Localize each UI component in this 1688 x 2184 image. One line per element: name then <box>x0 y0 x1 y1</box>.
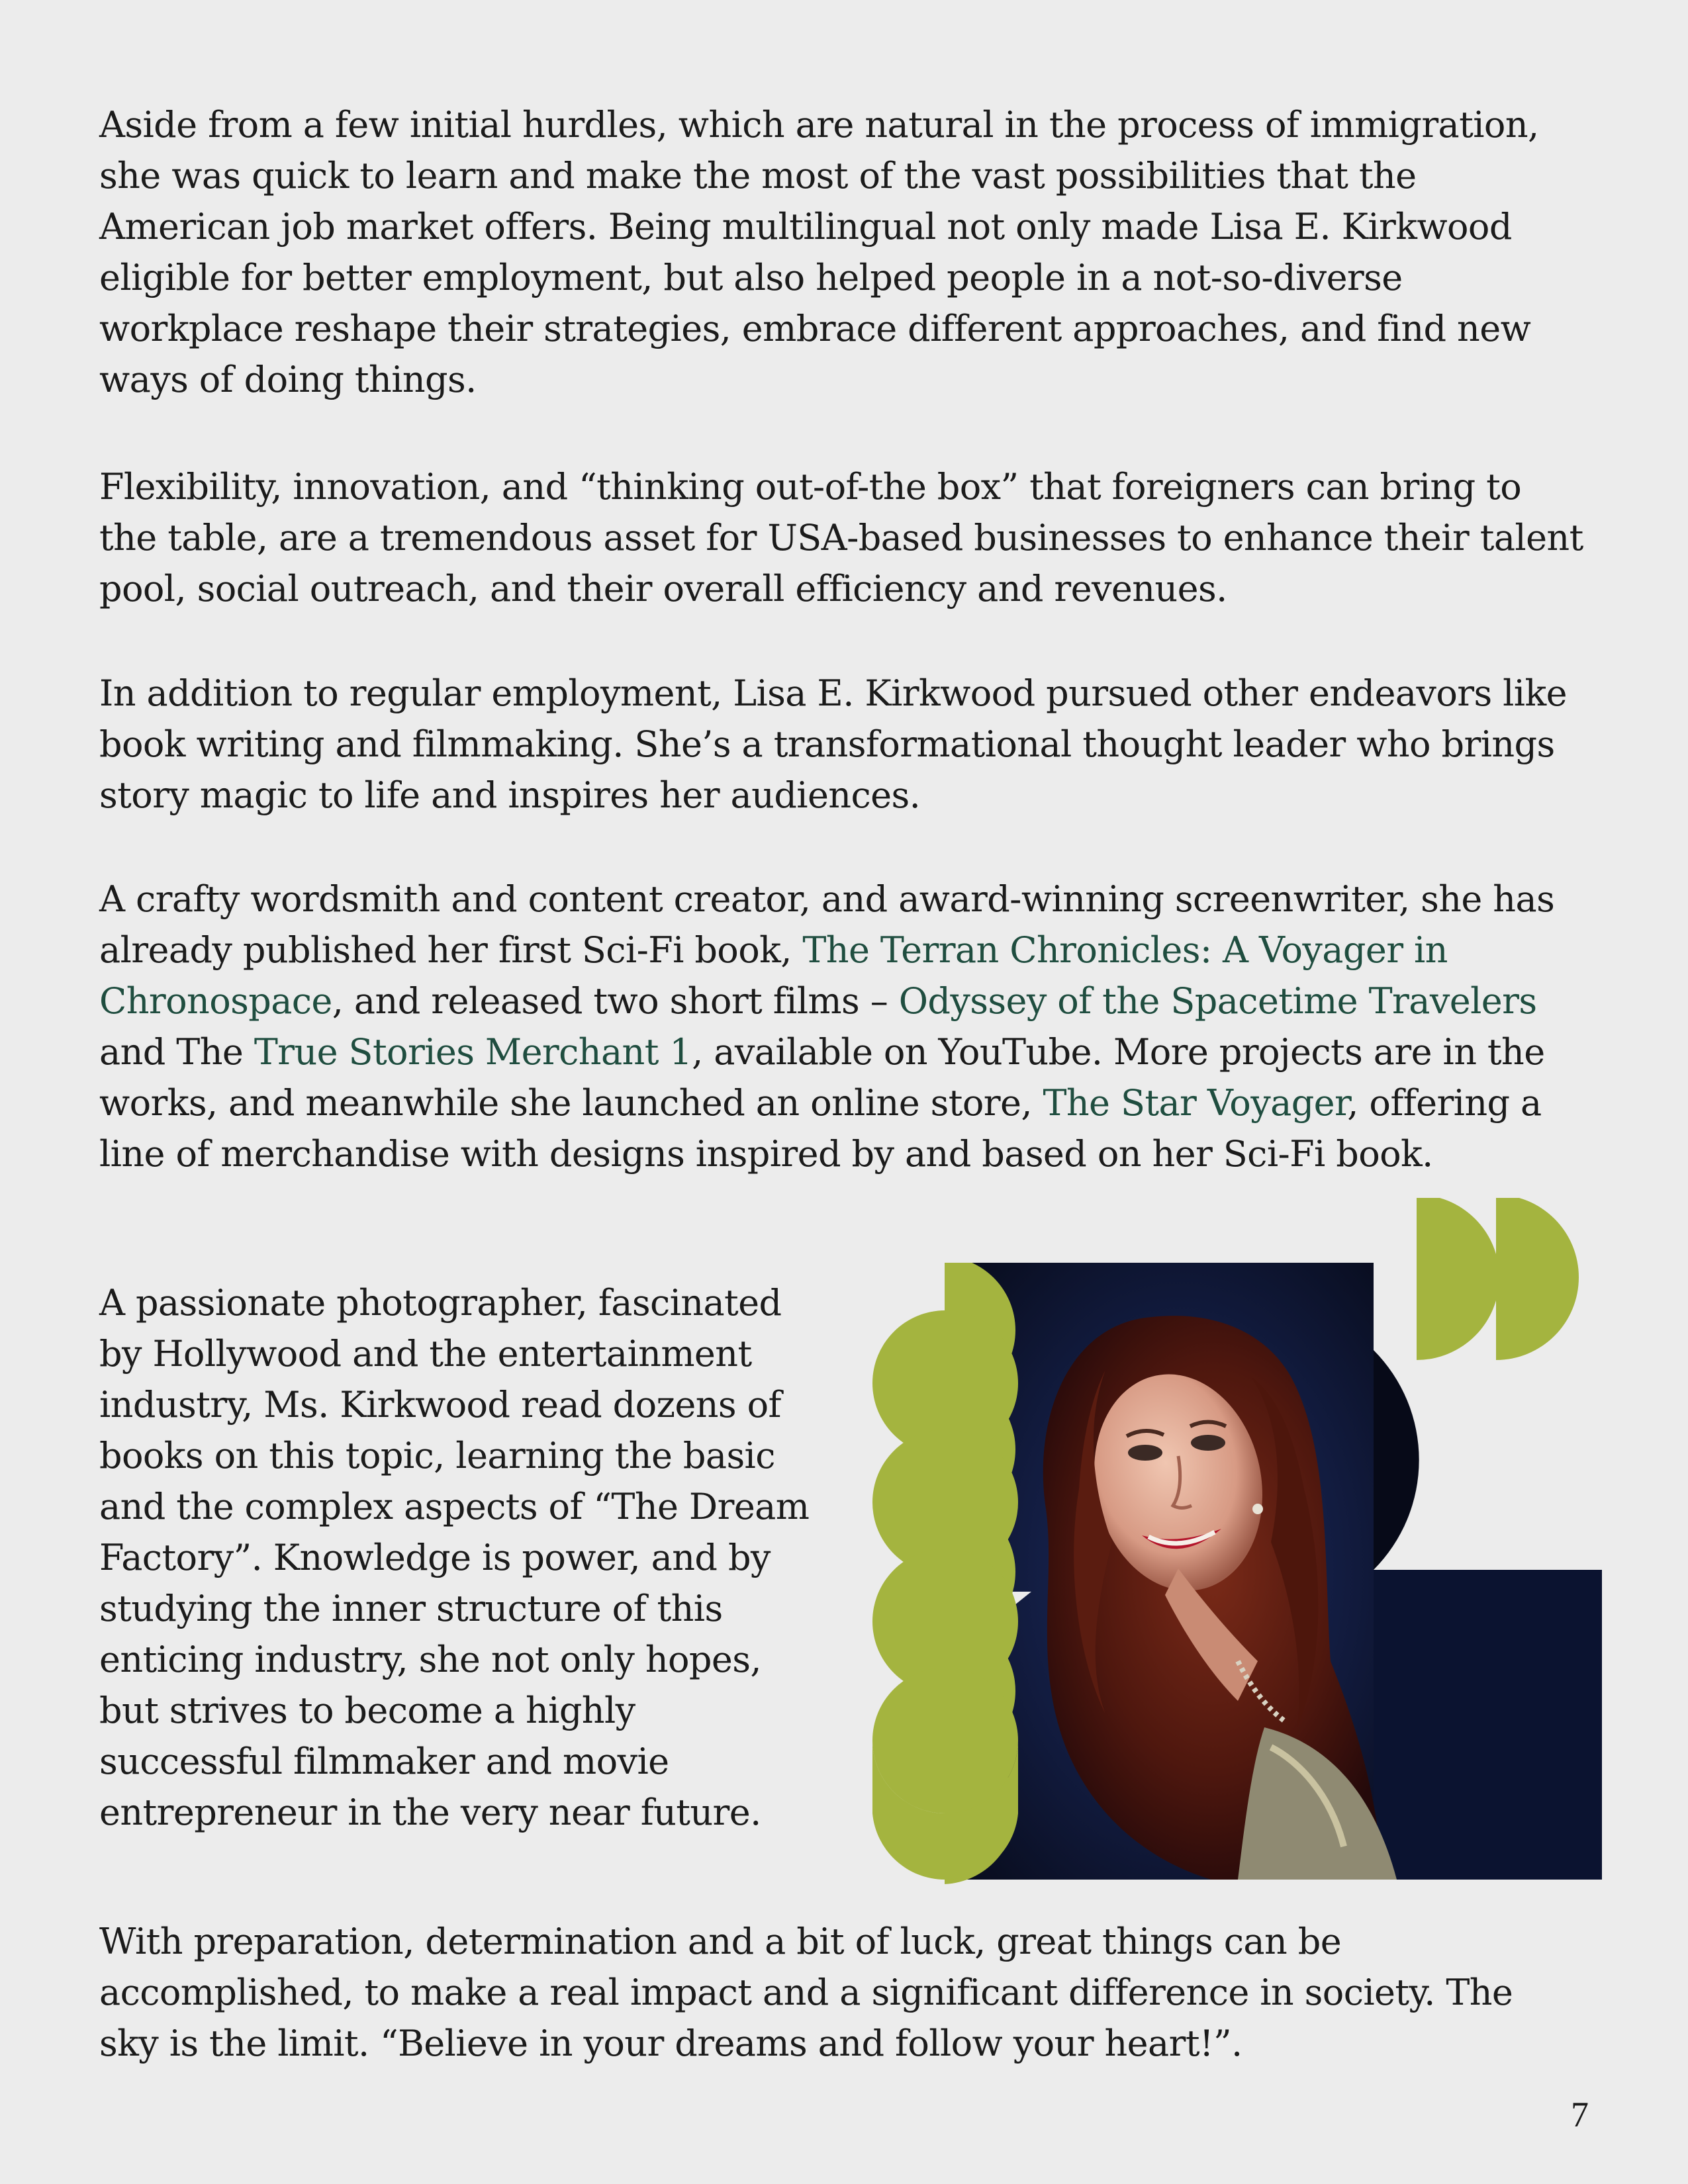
paragraph-closing <box>99 1916 1582 2069</box>
page-number: 7 <box>1571 2095 1589 2134</box>
paragraph-photographer <box>99 1277 847 1838</box>
store-link-star-voyager[interactable]: The Star Voyager <box>1043 1082 1348 1124</box>
text-line: eligible for better employment, but also helped people in a not-so-diverse <box>99 257 1403 298</box>
text-segment: , offering a <box>1347 1082 1542 1124</box>
film-link-true-stories-merchant[interactable]: True Stories Merchant 1 <box>254 1031 692 1073</box>
text-line: line of merchandise with designs inspired by and based on her Sci-Fi book. <box>99 1133 1433 1175</box>
paragraph-flexibility <box>99 461 1582 614</box>
text-segment: , and released two short films – <box>332 980 899 1022</box>
text-line: enticing industry, she not only hopes, <box>99 1639 761 1680</box>
text-segment: already published her first Sci-Fi book, <box>99 929 803 971</box>
text-line: ways of doing things. <box>99 359 477 400</box>
text-segment: works, and meanwhile she launched an online store, <box>99 1082 1043 1124</box>
book-link-terran-chronicles-cont[interactable]: Chronospace <box>99 980 332 1022</box>
text-line: book writing and filmmaking. She’s a transformational thought leader who brings <box>99 723 1555 765</box>
text-line: Factory”. Knowledge is power, and by <box>99 1537 771 1578</box>
text-line: American job market offers. Being multilingual not only made Lisa E. Kirkwood <box>99 206 1512 248</box>
paragraph-wordsmith <box>99 874 1582 1179</box>
text-line: successful filmmaker and movie <box>99 1741 669 1782</box>
text-line: With preparation, determination and a bit of luck, great things can be <box>99 1921 1342 1962</box>
text-line <box>99 976 1582 1026</box>
text-line <box>99 1026 1582 1077</box>
book-link-terran-chronicles[interactable]: The Terran Chronicles: A Voyager in <box>802 929 1448 971</box>
text-line: Aside from a few initial hurdles, which are natural in the process of immigration, <box>99 104 1539 146</box>
text-line: pool, social outreach, and their overall efficiency and revenues. <box>99 568 1227 610</box>
text-segment: , available on YouTube. More projects are in the <box>692 1031 1545 1073</box>
text-line: A passionate photographer, fascinated <box>99 1282 782 1324</box>
text-line: studying the inner structure of this <box>99 1588 723 1629</box>
text-line: Flexibility, innovation, and “thinking out-of-the box” that foreigners can bring to <box>99 466 1522 508</box>
portrait-photo <box>867 1198 1602 1886</box>
text-line: but strives to become a highly <box>99 1690 635 1731</box>
paragraph-immigration <box>99 99 1582 405</box>
text-line: books on this topic, learning the basic <box>99 1435 775 1477</box>
text-line: accomplished, to make a real impact and a significant difference in society. The <box>99 1972 1513 2013</box>
text-line: sky is the limit. “Believe in your dreams and follow your heart!”. <box>99 2023 1243 2064</box>
text-line: the table, are a tremendous asset for USA-based businesses to enhance their talent <box>99 517 1583 559</box>
portrait-composition <box>867 1198 1602 1886</box>
text-line: In addition to regular employment, Lisa E. Kirkwood pursued other endeavors like <box>99 672 1567 714</box>
text-line: by Hollywood and the entertainment <box>99 1333 752 1375</box>
text-line: workplace reshape their strategies, embrace different approaches, and find new <box>99 308 1531 349</box>
text-line: A crafty wordsmith and content creator, and award-winning screenwriter, she has <box>99 878 1555 920</box>
text-line <box>99 1077 1582 1128</box>
text-segment: and The <box>99 1031 254 1073</box>
text-line: and the complex aspects of “The Dream <box>99 1486 810 1527</box>
text-line: industry, Ms. Kirkwood read dozens of <box>99 1384 781 1426</box>
text-line <box>99 925 1582 976</box>
film-link-odyssey[interactable]: Odyssey of the Spacetime Travelers <box>898 980 1537 1022</box>
green-accent-shapes <box>867 1256 1015 1884</box>
accent-circle <box>867 1736 1015 1884</box>
text-line: entrepreneur in the very near future. <box>99 1792 761 1833</box>
text-line: story magic to life and inspires her audiences. <box>99 774 921 816</box>
text-line: she was quick to learn and make the most of the vast possibilities that the <box>99 155 1417 197</box>
paragraph-endeavors <box>99 668 1582 821</box>
